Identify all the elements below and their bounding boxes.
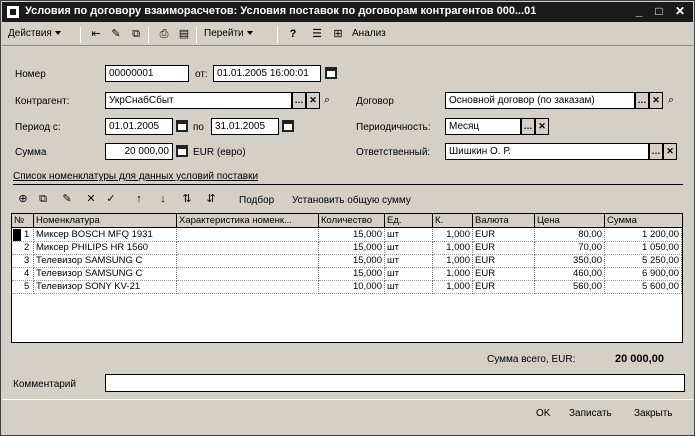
quantity-cell[interactable]: 15,000 (319, 268, 385, 281)
toolbar-separator (148, 27, 149, 43)
price-cell[interactable]: 80,00 (535, 229, 605, 242)
coefficient-cell[interactable]: 1,000 (433, 242, 473, 255)
period-from-label: Период с: (15, 122, 61, 133)
coefficient-cell[interactable]: 1,000 (433, 281, 473, 294)
currency-cell[interactable]: EUR (473, 281, 535, 294)
currency-cell[interactable]: EUR (473, 255, 535, 268)
item-name-cell[interactable]: Миксер PHILIPS HR 1560 (34, 242, 177, 255)
responsible-clear-icon[interactable]: ✕ (663, 143, 677, 160)
price-cell[interactable]: 350,00 (535, 255, 605, 268)
help-icon[interactable]: ? (289, 28, 297, 40)
actions-menu[interactable] (8, 28, 61, 39)
add-row-icon[interactable]: ⊕ (18, 193, 28, 205)
column-header[interactable]: Номенклатура (34, 214, 177, 228)
row-number-cell[interactable]: 3 (12, 255, 34, 268)
pick-button[interactable]: Подбор (239, 195, 275, 206)
comment-label: Комментарий (13, 379, 76, 390)
sum-cell[interactable]: 5 600,00 (605, 281, 682, 294)
quantity-cell[interactable]: 15,000 (319, 229, 385, 242)
periodicity-clear-icon[interactable]: ✕ (535, 118, 549, 135)
date-field[interactable]: 01.01.2005 16:00:01 (213, 65, 321, 82)
column-header[interactable]: Количество (319, 214, 385, 228)
characteristic-cell[interactable] (177, 255, 319, 268)
price-cell[interactable]: 70,00 (535, 242, 605, 255)
item-name-cell[interactable]: Телевизор SONY KV-21 (34, 281, 177, 294)
amount-label: Сумма (15, 147, 47, 158)
contract-clear-icon[interactable]: ✕ (649, 92, 663, 109)
counterparty-clear-icon[interactable]: ✕ (306, 92, 320, 109)
quantity-cell[interactable]: 15,000 (319, 242, 385, 255)
window-title: Условия по договору взаиморасчетов: Условия поставок по договорам контрагентов 000...01 (25, 5, 537, 17)
characteristic-cell[interactable] (177, 268, 319, 281)
number-field[interactable]: 00000001 (105, 65, 189, 82)
currency-cell[interactable]: EUR (473, 229, 535, 242)
row-number-cell[interactable]: 2 (12, 242, 34, 255)
column-header[interactable]: Ед. (385, 214, 433, 228)
unit-cell[interactable]: шт (385, 229, 433, 242)
row-number-cell[interactable]: 4 (12, 268, 34, 281)
period-to-field[interactable]: 31.01.2005 (211, 118, 279, 135)
sort-desc-icon[interactable]: ⇵ (206, 193, 216, 205)
price-cell[interactable]: 460,00 (535, 268, 605, 281)
contract-field[interactable]: Основной договор (по заказам) (445, 92, 635, 109)
toolbar-separator (196, 27, 197, 43)
counterparty-label: Контрагент: (15, 96, 70, 107)
table-row[interactable] (12, 268, 682, 281)
back-arrow-icon[interactable]: ⇤ (91, 28, 101, 40)
analysis-button[interactable]: Анализ (352, 28, 386, 39)
calculator-icon[interactable] (176, 145, 188, 157)
close-button[interactable]: Закрыть (634, 408, 673, 419)
edit-row-icon[interactable]: ✎ (62, 193, 72, 205)
responsible-field[interactable]: Шишкин О. Р. (445, 143, 649, 160)
total-value: 20 000,00 (615, 353, 664, 365)
toolbar-separator (80, 27, 81, 43)
set-total-button[interactable]: Установить общую сумму (292, 195, 411, 206)
sum-cell[interactable]: 5 250,00 (605, 255, 682, 268)
edit-icon[interactable]: ✎ (111, 28, 121, 40)
amount-field[interactable]: 20 000,00 (105, 143, 173, 160)
title-bar (2, 2, 693, 22)
date-label: от: (195, 69, 208, 80)
characteristic-cell[interactable] (177, 281, 319, 294)
table-row[interactable] (12, 229, 682, 242)
period-to-label: по (193, 122, 204, 133)
chevron-down-icon (247, 31, 253, 35)
characteristic-cell[interactable] (177, 229, 319, 242)
accounting-icon[interactable]: ⊞ (333, 28, 343, 40)
row-number-cell[interactable]: 5 (12, 281, 34, 294)
unit-cell[interactable]: шт (385, 281, 433, 294)
app-icon (7, 6, 19, 18)
item-name-cell[interactable]: Телевизор SAMSUNG C (34, 268, 177, 281)
currency-cell[interactable]: EUR (473, 242, 535, 255)
goto-menu[interactable] (204, 28, 253, 39)
copy-row-icon[interactable]: ⧉ (39, 193, 47, 205)
close-icon[interactable]: ✕ (674, 4, 686, 18)
toolbar (2, 24, 693, 46)
period-from-field[interactable]: 01.01.2005 (105, 118, 173, 135)
delete-row-icon[interactable]: ✕ (86, 193, 96, 205)
counterparty-field[interactable]: УкрСнабСбыт (105, 92, 292, 109)
maximize-icon[interactable]: □ (655, 4, 663, 18)
actions-menu-label: Действия (8, 28, 52, 39)
calendar-icon[interactable] (176, 120, 188, 132)
item-name-cell[interactable]: Телевизор SAMSUNG C (34, 255, 177, 268)
column-header[interactable]: К. (433, 214, 473, 228)
column-header[interactable]: Валюта (473, 214, 535, 228)
goto-menu-label: Перейти (204, 28, 244, 39)
unit-cell[interactable]: шт (385, 268, 433, 281)
column-header[interactable]: № (12, 214, 34, 228)
table-row[interactable] (12, 281, 682, 294)
calendar-icon[interactable] (325, 67, 337, 79)
column-header[interactable]: Сумма (607, 215, 637, 226)
print-icon[interactable]: ⎙ (159, 28, 169, 40)
coefficient-cell[interactable]: 1,000 (433, 255, 473, 268)
responsible-label: Ответственный: (356, 147, 431, 158)
table-header (12, 214, 682, 228)
total-label: Сумма всего, EUR: (487, 354, 576, 365)
unit-cell[interactable]: шт (385, 255, 433, 268)
unit-cell[interactable]: шт (385, 242, 433, 255)
row-number-cell[interactable]: 1 (12, 229, 34, 242)
ok-button[interactable]: OK (536, 408, 551, 419)
counterparty-select-button[interactable]: … (292, 92, 306, 109)
move-up-icon[interactable]: ↑ (136, 193, 142, 205)
sum-cell[interactable]: 1 200,00 (605, 229, 682, 242)
chevron-down-icon (55, 31, 61, 35)
number-label: Номер (15, 69, 46, 80)
column-header[interactable]: Характеристика номенк... (177, 214, 319, 228)
toolbar-separator (277, 27, 278, 43)
contract-label: Договор (356, 96, 394, 107)
move-down-icon[interactable]: ↓ (160, 193, 166, 205)
quantity-cell[interactable]: 10,000 (319, 281, 385, 294)
coefficient-cell[interactable]: 1,000 (433, 229, 473, 242)
column-header[interactable]: Цена (535, 214, 605, 228)
sort-asc-icon[interactable]: ⇅ (182, 193, 192, 205)
item-name-cell[interactable]: Миксер BOSCH MFQ 1931 (34, 229, 177, 242)
coefficient-cell[interactable]: 1,000 (433, 268, 473, 281)
copy-icon[interactable]: ⧉ (132, 28, 140, 40)
end-edit-icon[interactable]: ✓ (106, 193, 116, 205)
footer-divider (2, 399, 693, 400)
responsible-select-button[interactable]: … (649, 143, 663, 160)
sum-cell[interactable]: 1 050,00 (605, 242, 682, 255)
section-title: Список номенклатуры для данных условий поставки (13, 171, 259, 182)
currency-cell[interactable]: EUR (473, 268, 535, 281)
contract-search-icon[interactable]: ⌕ (667, 94, 675, 106)
items-table[interactable] (11, 213, 683, 343)
periodicity-select-button[interactable]: … (521, 118, 535, 135)
periodicity-label: Периодичность: (356, 122, 431, 133)
calendar-icon[interactable] (282, 120, 294, 132)
section-divider (13, 184, 683, 185)
counterparty-search-icon[interactable]: ⌕ (323, 94, 331, 106)
quantity-cell[interactable]: 15,000 (319, 255, 385, 268)
structure-icon[interactable]: ☰ (312, 28, 322, 40)
contract-select-button[interactable]: … (635, 92, 649, 109)
table-row[interactable] (12, 255, 682, 268)
comment-field[interactable] (105, 374, 685, 392)
periodicity-field[interactable]: Месяц (445, 118, 521, 135)
sum-cell[interactable]: 6 900,00 (605, 268, 682, 281)
save-button[interactable]: Записать (569, 408, 612, 419)
table-row[interactable] (12, 242, 682, 255)
price-cell[interactable]: 560,00 (535, 281, 605, 294)
characteristic-cell[interactable] (177, 242, 319, 255)
currency-label: EUR (евро) (193, 147, 246, 158)
document-icon[interactable]: ▤ (178, 28, 190, 40)
minimize-icon[interactable]: _ (635, 4, 643, 18)
